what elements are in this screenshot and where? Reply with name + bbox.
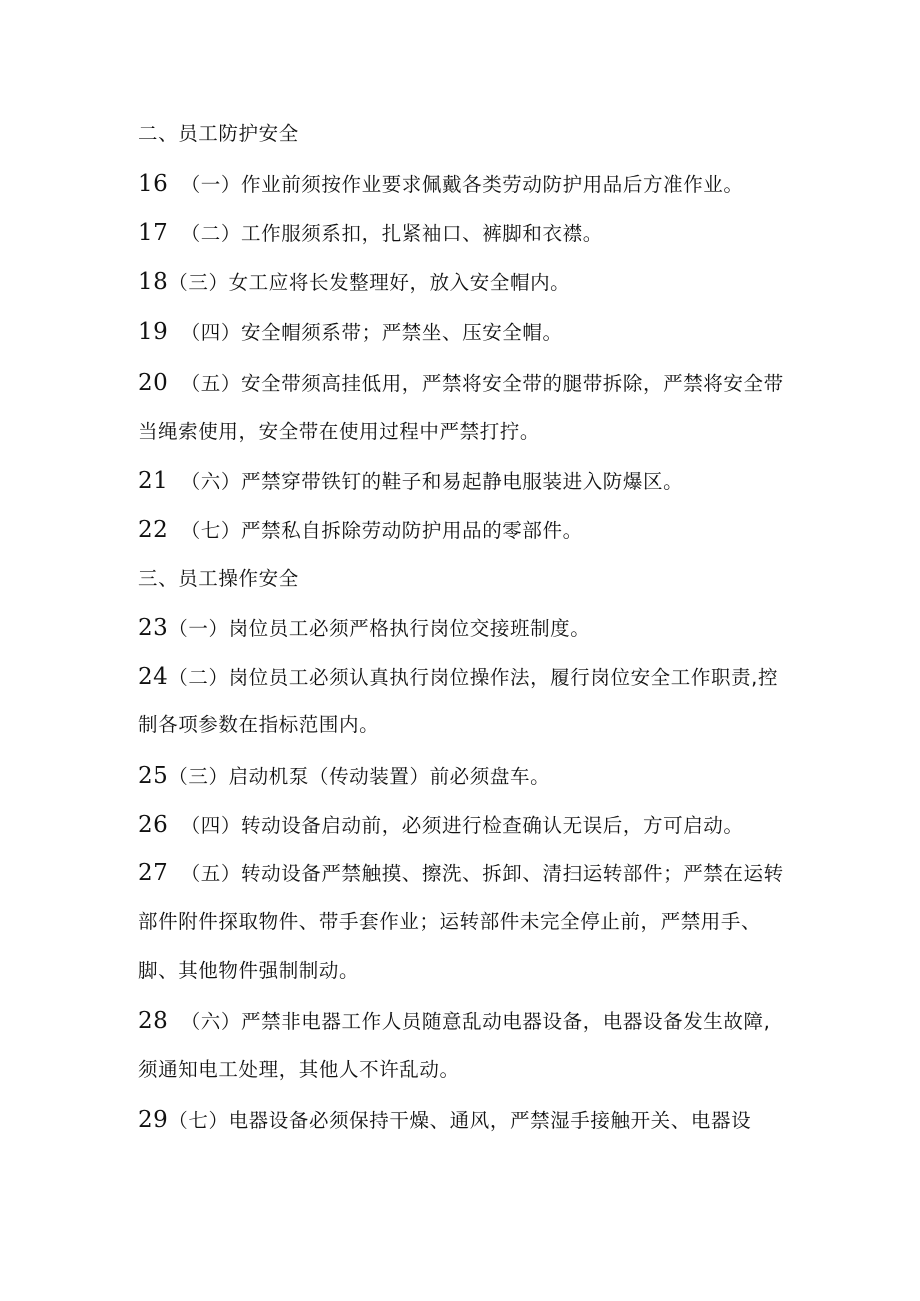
list-item — [138, 763, 550, 790]
item-text: （七）电器设备必须保持干燥、通风，严禁湿手接触开关、电器设 — [168, 1109, 752, 1132]
item-number: 28 — [138, 1008, 169, 1034]
list-item — [138, 370, 784, 397]
item-number: 25 — [138, 763, 169, 789]
item-number: 23 — [138, 615, 169, 641]
item-text: （二）工作服须系扣，扎紧袖口、裤脚和衣襟。 — [180, 222, 603, 245]
item-text: （五）安全带须高挂低用，严禁将安全带的腿带拆除，严禁将安全带 — [180, 372, 784, 395]
item-number: 24 — [138, 664, 169, 690]
item-continuation: 部件附件探取物件、带手套作业；运转部件未完全停止前，严禁用手、 — [138, 910, 762, 933]
item-text: （六）严禁非电器工作人员随意乱动电器设备，电器设备发生故障, — [180, 1010, 771, 1033]
item-number: 29 — [138, 1107, 169, 1133]
item-continuation: 脚、其他物件强制制动。 — [138, 959, 360, 982]
item-text: （三）女工应将长发整理好，放入安全帽内。 — [168, 271, 571, 294]
item-number: 27 — [138, 860, 169, 886]
item-text: （四）转动设备启动前，必须进行检查确认无误后，方可启动。 — [180, 814, 744, 837]
section-heading: 二、员工防护安全 — [138, 122, 299, 145]
list-item — [138, 1107, 751, 1134]
list-item — [138, 615, 590, 642]
item-number: 22 — [138, 517, 169, 543]
item-text: （二）岗位员工必须认真执行岗位操作法，履行岗位安全工作职责,控 — [168, 666, 779, 689]
item-text: （三）启动机泵（传动装置）前必须盘车。 — [168, 765, 551, 788]
list-item — [138, 517, 583, 544]
list-item — [138, 468, 683, 495]
item-continuation: 须通知电工处理，其他人不许乱动。 — [138, 1058, 460, 1081]
item-number: 19 — [138, 319, 169, 345]
section-heading: 三、员工操作安全 — [138, 567, 299, 590]
item-text: （四）安全帽须系带；严禁坐、压安全帽。 — [180, 321, 563, 344]
item-text: （七）严禁私自拆除劳动防护用品的零部件。 — [180, 519, 583, 542]
item-number: 17 — [138, 220, 169, 246]
list-item — [138, 220, 603, 247]
item-continuation: 制各项参数在指标范围内。 — [138, 713, 380, 736]
item-text: （六）严禁穿带铁钉的鞋子和易起静电服装进入防爆区。 — [180, 470, 684, 493]
item-number: 16 — [138, 171, 169, 197]
item-text: （五）转动设备严禁触摸、擦洗、拆卸、清扫运转部件；严禁在运转 — [180, 862, 784, 885]
list-item — [138, 319, 563, 346]
list-item — [138, 664, 778, 691]
list-item — [138, 171, 744, 198]
item-text: （一）作业前须按作业要求佩戴各类劳动防护用品后方准作业。 — [180, 173, 744, 196]
list-item — [138, 860, 784, 887]
item-number: 20 — [138, 370, 169, 396]
item-text: （一）岗位员工必须严格执行岗位交接班制度。 — [168, 617, 591, 640]
item-continuation: 当绳索使用，安全带在使用过程中严禁打拧。 — [138, 420, 541, 443]
item-number: 18 — [138, 269, 169, 295]
item-number: 26 — [138, 812, 169, 838]
item-number: 21 — [138, 468, 169, 494]
list-item — [138, 812, 744, 839]
list-item — [138, 269, 570, 296]
list-item — [138, 1008, 770, 1035]
